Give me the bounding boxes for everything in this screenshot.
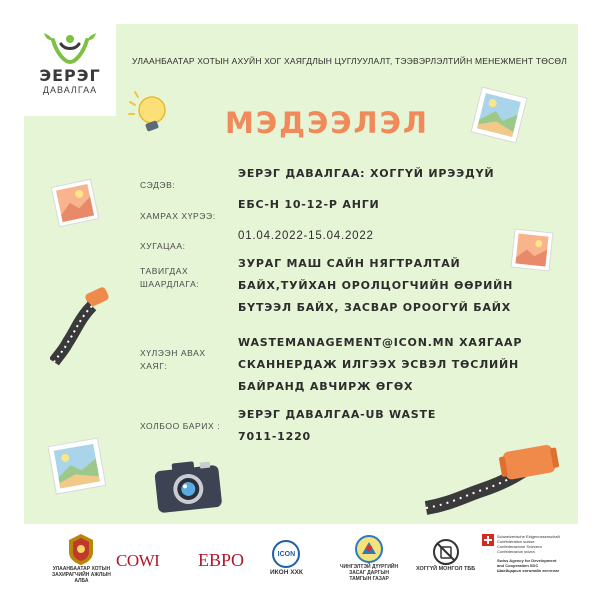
page-title: МЭДЭЭЛЭЛ	[225, 106, 429, 140]
submission-line: БАЙРАНД АВЧИРЖ ӨГӨХ	[238, 380, 414, 393]
no-waste-icon	[431, 538, 461, 566]
requirements-line: БАЙХ,ТУЙХАН ОРОЛЦОГЧИЙН ӨӨРИЙН	[238, 279, 514, 292]
contact-line: 7011-1220	[238, 430, 311, 443]
camera-icon	[150, 454, 226, 516]
requirements-line: ЗУРАГ МАШ САЙН НЯГТРАЛТАЙ	[238, 257, 461, 270]
ebrd-logo: EBPO	[198, 550, 245, 570]
requirements-label-line: ШААРДЛАГА:	[140, 279, 200, 289]
city-caption-line: АЛБА	[74, 578, 89, 584]
requirements-value	[238, 253, 513, 319]
submission-line: СКАННЕРДАЖ ИЛГЭЭХ ЭСВЭЛ ТӨСЛИЙН	[238, 358, 520, 371]
requirements-line: БҮТЭЭЛ БАЙХ, ЗАСВАР ОРООГҮЙ БАЙХ	[238, 301, 512, 314]
sdc-line: Swiss Agency for Development	[497, 558, 557, 563]
topic-label: СЭДЭВ:	[140, 180, 176, 190]
period-value-text: 01.04.2022-15.04.2022	[238, 230, 374, 242]
zero-waste-mongolia-logo	[416, 538, 475, 572]
district-caption-line: ЧИНГЭЛТЭЙ ДҮҮРГИЙН	[340, 564, 399, 570]
period-label: ХУГАЦАА:	[140, 241, 186, 251]
topic-value-text: ЭЕРЭГ ДАВАЛГАА: ХОГГҮЙ ИРЭЭДҮЙ	[238, 167, 495, 180]
district-caption	[340, 564, 398, 582]
logo-subtitle: ДАВАЛГАА	[42, 85, 98, 95]
city-caption-line: УЛААНБААТАР ХОТЫН	[52, 566, 111, 572]
picture-frame-icon	[508, 226, 556, 274]
submission-value	[238, 332, 522, 398]
period-value	[238, 225, 374, 247]
district-emblem-icon	[352, 534, 386, 564]
project-title: УЛААНБААТАР ХОТЫН АХУЙН ХОГ ХАЯГДЛЫН ЦУГЛУУЛАЛТ, ТЭЭВЭРЛЭЛТИЙН МЕНЕЖМЕНТ ТӨСӨЛ	[132, 56, 567, 66]
district-caption-line: ЗАСАГ ДАРГЫН	[349, 570, 389, 576]
swiss-line: Confederazione Svizzera	[497, 544, 542, 549]
submission-label-line: ХАЯГ:	[140, 361, 168, 371]
film-roll-icon	[420, 438, 560, 518]
chingeltei-district-logo	[340, 534, 398, 582]
icon-caption: ИКОН ХХК	[270, 569, 303, 576]
swiss-line: Schweizerische Eidgenossenschaft	[497, 534, 560, 539]
scope-value-text: ЕБС-Н 10-12-Р АНГИ	[238, 198, 380, 211]
icon-company-logo	[270, 540, 303, 576]
ulaanbaatar-city-logo	[52, 532, 111, 584]
picture-frame-icon	[48, 176, 102, 230]
logo-name: ЭЕРЭГ	[39, 66, 101, 85]
requirements-label-line: ТАВИГДАХ	[140, 266, 189, 276]
city-emblem-icon	[65, 532, 97, 566]
logo	[24, 24, 116, 116]
sdc-line: and Cooperation SDC	[497, 563, 539, 568]
icon-emblem: ICON	[272, 540, 300, 568]
city-caption	[52, 566, 111, 584]
light-bulb-icon	[126, 88, 172, 138]
contact-label: ХОЛБОО БАРИХ :	[140, 421, 221, 431]
sdc-line: Швейцарын хөгжлийн агентлаг	[497, 568, 560, 573]
film-roll-icon	[50, 284, 116, 368]
scope-label: ХАМРАХ ХҮРЭЭ:	[140, 211, 216, 221]
contact-value	[238, 404, 436, 448]
sdc-text	[497, 558, 559, 573]
submission-label	[140, 347, 206, 373]
picture-frame-icon	[44, 436, 110, 498]
city-caption-line: ЗАХИРАГЧИЙН АЖЛЫН	[52, 572, 111, 578]
scope-value	[238, 194, 380, 216]
swiss-line: Confédération suisse	[497, 539, 535, 544]
submission-label-line: ХҮЛЭЭН АВАХ	[140, 348, 206, 358]
swiss-line: Confederaziun svizra	[497, 549, 535, 554]
cowi-logo: COWI	[116, 551, 160, 570]
picture-frame-icon	[468, 84, 530, 146]
submission-line[interactable]: WASTEMANAGEMENT@ICON.MN ХАЯГААР	[238, 336, 523, 349]
district-caption-line: ТАМГЫН ГАЗАР	[349, 576, 389, 582]
swiss-flag-icon	[482, 534, 494, 546]
swiss-text	[497, 534, 560, 554]
contact-line: ЭЕРЭГ ДАВАЛГАА-UB WASTE	[238, 408, 437, 421]
requirements-label	[140, 265, 199, 291]
leaf-person-icon	[43, 32, 97, 66]
swiss-sdc-logo	[482, 534, 560, 573]
topic-value	[238, 163, 494, 185]
ngo-caption: ХОГГҮЙ МОНГОЛ ТББ	[416, 566, 476, 572]
